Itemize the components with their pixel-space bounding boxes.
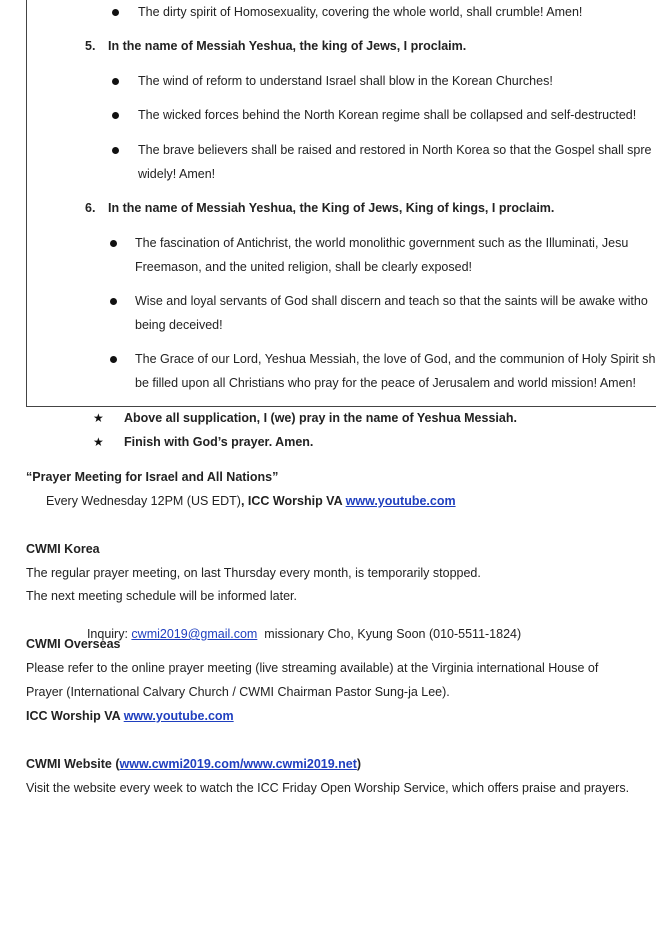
email-link[interactable]: cwmi2019@gmail.com <box>131 627 258 641</box>
youtube-link[interactable]: www.youtube.com <box>123 709 234 723</box>
proclamation-item-cont: widely! Amen! <box>138 167 216 181</box>
website-link[interactable]: www.cwmi2019.com/www.cwmi2019.net <box>119 757 357 771</box>
meeting-schedule-line <box>46 494 456 508</box>
proclamation-item: The dirty spirit of Homosexuality, covering the whole world, shall crumble! Amen! <box>138 5 583 19</box>
proclamation-item: The brave believers shall be raised and restored in North Korea so that the Gospel shall spre <box>138 143 652 157</box>
heading-number: 5. <box>85 39 96 53</box>
youtube-link[interactable]: www.youtube.com <box>345 494 456 508</box>
closing-line: Finish with God’s prayer. Amen. <box>124 435 314 449</box>
proclamation-item: The wicked forces behind the North Korean regime shall be collapsed and self-destructed! <box>138 108 637 122</box>
bullet-icon <box>112 112 119 119</box>
proclamation-heading: In the name of Messiah Yeshua, the King of Jews, King of kings, I proclaim. <box>108 201 555 215</box>
star-icon: ★ <box>93 435 104 449</box>
overseas-line: Please refer to the online prayer meeting (live streaming available) at the Virginia international House of <box>26 661 599 675</box>
contact-text: missionary Cho, Kyung Soon (010-5511-1824) <box>257 627 522 641</box>
bullet-icon <box>110 240 117 247</box>
proclamation-item-cont: being deceived! <box>135 318 223 332</box>
bullet-icon <box>112 147 119 154</box>
icc-line <box>26 709 234 723</box>
overseas-heading: CWMI Overseas <box>26 637 121 651</box>
proclamation-item-cont: Freemason, and the united religion, shall be clearly exposed! <box>135 260 473 274</box>
korea-heading: CWMI Korea <box>26 542 100 556</box>
meeting-title: “Prayer Meeting for Israel and All Nations” <box>26 470 279 484</box>
bullet-icon <box>110 356 117 363</box>
website-label: CWMI Website ( <box>26 757 120 771</box>
proclamation-item: Wise and loyal servants of God shall discern and teach so that the saints will be awake witho <box>135 294 648 308</box>
korea-line: The regular prayer meeting, on last Thursday every month, is temporarily stopped. <box>26 566 481 580</box>
icc-label: ICC Worship VA <box>26 709 124 723</box>
meeting-venue: , ICC Worship VA <box>240 494 346 508</box>
overseas-line: Prayer (International Calvary Church / CWMI Chairman Pastor Sung-ja Lee). <box>26 685 450 699</box>
inquiry-label: Inquiry: <box>86 627 132 641</box>
meeting-schedule: Every Wednesday 12PM (US EDT) <box>46 494 241 508</box>
inquiry-line <box>80 613 521 641</box>
heading-number: 6. <box>85 201 96 215</box>
korea-line: The next meeting schedule will be informed later. <box>26 589 297 603</box>
proclamation-item-cont: be filled upon all Christians who pray for the peace of Jerusalem and world mission! Amen! <box>135 376 636 390</box>
bullet-icon <box>112 9 119 16</box>
star-icon: ★ <box>93 411 104 425</box>
proclamation-heading: In the name of Messiah Yeshua, the king of Jews, I proclaim. <box>108 39 467 53</box>
website-description: Visit the website every week to watch the ICC Friday Open Worship Service, which offers praise and prayers. <box>26 781 630 795</box>
website-line <box>26 757 361 771</box>
proclamation-item: The Grace of our Lord, Yeshua Messiah, the love of God, and the communion of Holy Spirit sh <box>135 352 656 366</box>
closing-line: Above all supplication, I (we) pray in the name of Yeshua Messiah. <box>124 411 517 425</box>
proclamation-item: The fascination of Antichrist, the world monolithic government such as the Illuminati, Jesu <box>135 236 629 250</box>
bullet-icon <box>110 298 117 305</box>
proclamation-item: The wind of reform to understand Israel shall blow in the Korean Churches! <box>138 74 553 88</box>
website-close: ) <box>356 757 362 771</box>
bullet-icon <box>112 78 119 85</box>
